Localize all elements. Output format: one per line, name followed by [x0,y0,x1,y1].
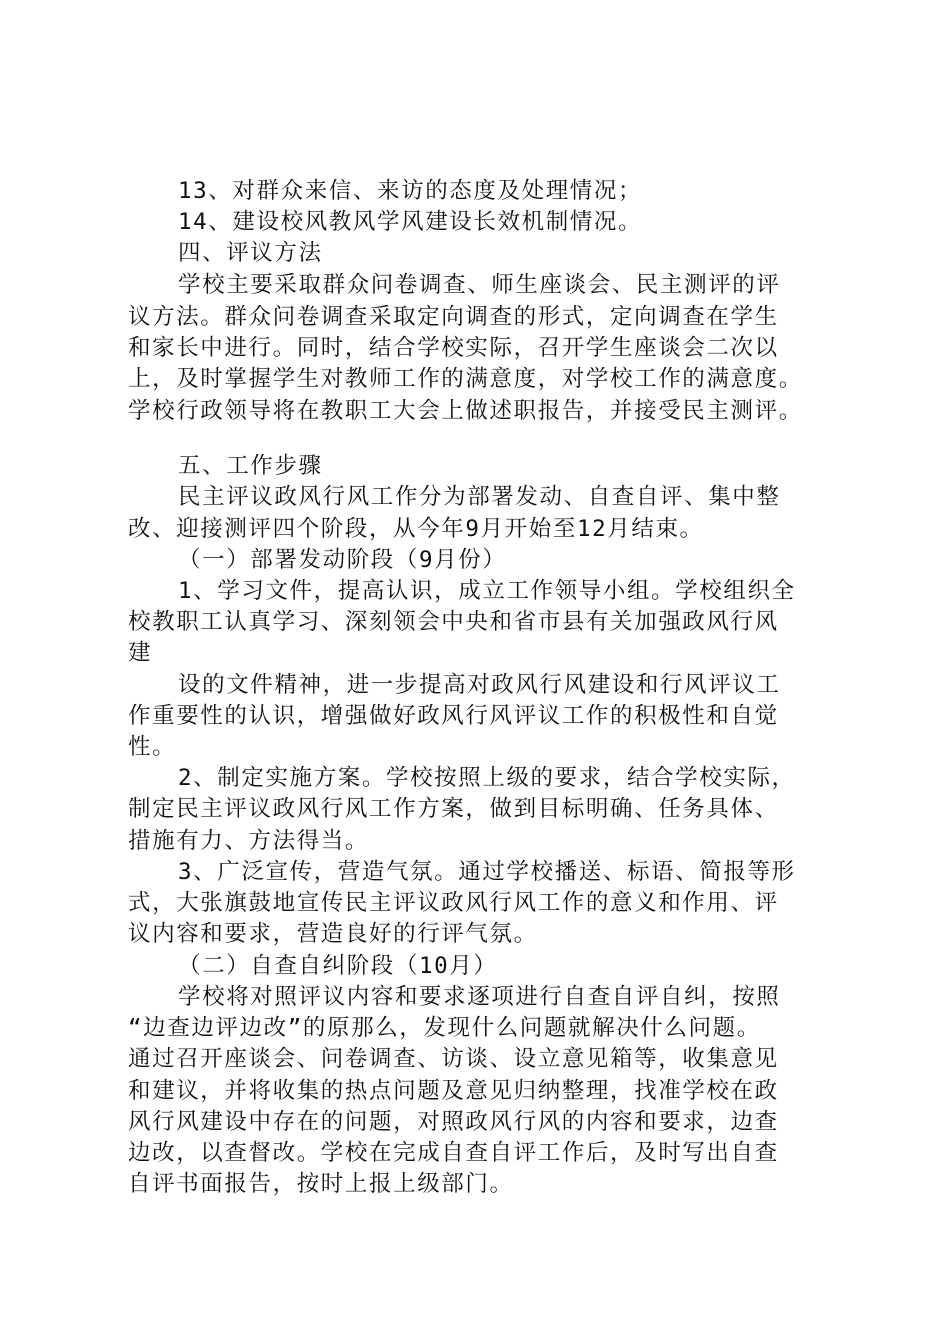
text-line: 作重要性的认识，增强做好政风行风评议工作的积极性和自觉 [128,703,779,729]
text-line: 制定民主评议政风行风工作方案，做到目标明确、任务具体、 [128,796,779,822]
section-heading: 四、评议方法 [178,240,323,266]
text-line: 上，及时掌握学生对教师工作的满意度，对学校工作的满意度。 [128,366,803,392]
text-line: 1、学习文件，提高认识，成立工作领导小组。学校组织全 [178,578,796,604]
text-line: 3、广泛宣传，营造气氛。通过学校播送、标语、简报等形 [178,859,796,885]
sub-heading: （二）自查自纠阶段（10月） [178,953,498,979]
text-line: 和家长中进行。同时，结合学校实际，召开学生座谈会二次以 [128,335,779,361]
sub-heading: （一）部署发动阶段（9月份） [178,547,507,573]
text-line: 自评书面报告，按时上报上级部门。 [128,1171,514,1197]
text-line: 14、建设校风教风学风建设长效机制情况。 [178,209,643,235]
text-line: 议方法。群众问卷调查采取定向调查的形式，定向调查在学生 [128,304,779,330]
text-line: “边查边评边改”的原那么，发现什么问题就解决什么问题。 [128,1015,761,1041]
text-line: 学校主要采取群众问卷调查、师生座谈会、民主测评的评 [178,272,781,298]
text-line: 学校将对照评议内容和要求逐项进行自查自评自纠，按照 [178,984,781,1010]
text-line: 议内容和要求，营造良好的行评气氛。 [128,921,538,947]
text-line: 和建议，并将收集的热点问题及意见归纳整理，找准学校在政 [128,1078,779,1104]
text-line: 民主评议政风行风工作分为部署发动、自查自评、集中整 [178,484,781,510]
text-line: 风行风建设中存在的问题，对照政风行风的内容和要求，边查 [128,1109,779,1135]
text-line: 校教职工认真学习、深刻领会中央和省市县有关加强政风行风 [128,609,779,635]
text-line: 式，大张旗鼓地宣传民主评议政风行风工作的意义和作用、评 [128,890,779,916]
text-line: 13、对群众来信、来访的态度及处理情况； [178,178,643,204]
section-heading: 五、工作步骤 [178,453,323,479]
text-line: 改、迎接测评四个阶段，从今年9月开始至12月结束。 [128,516,704,542]
text-line: 措施有力、方法得当。 [128,828,370,854]
text-line: 性。 [128,734,177,760]
text-line: 2、制定实施方案。学校按照上级的要求，结合学校实际， [178,765,796,791]
text-line: 学校行政领导将在教职工大会上做述职报告，并接受民主测评。 [128,398,803,424]
text-line: 设的文件精神，进一步提高对政风行风建设和行风评议工 [178,672,781,698]
text-line: 通过召开座谈会、问卷调查、访谈、设立意见箱等，收集意见 [128,1046,779,1072]
text-line: 边改，以查督改。学校在完成自查自评工作后，及时写出自查 [128,1140,779,1166]
text-line: 建 [128,640,153,666]
